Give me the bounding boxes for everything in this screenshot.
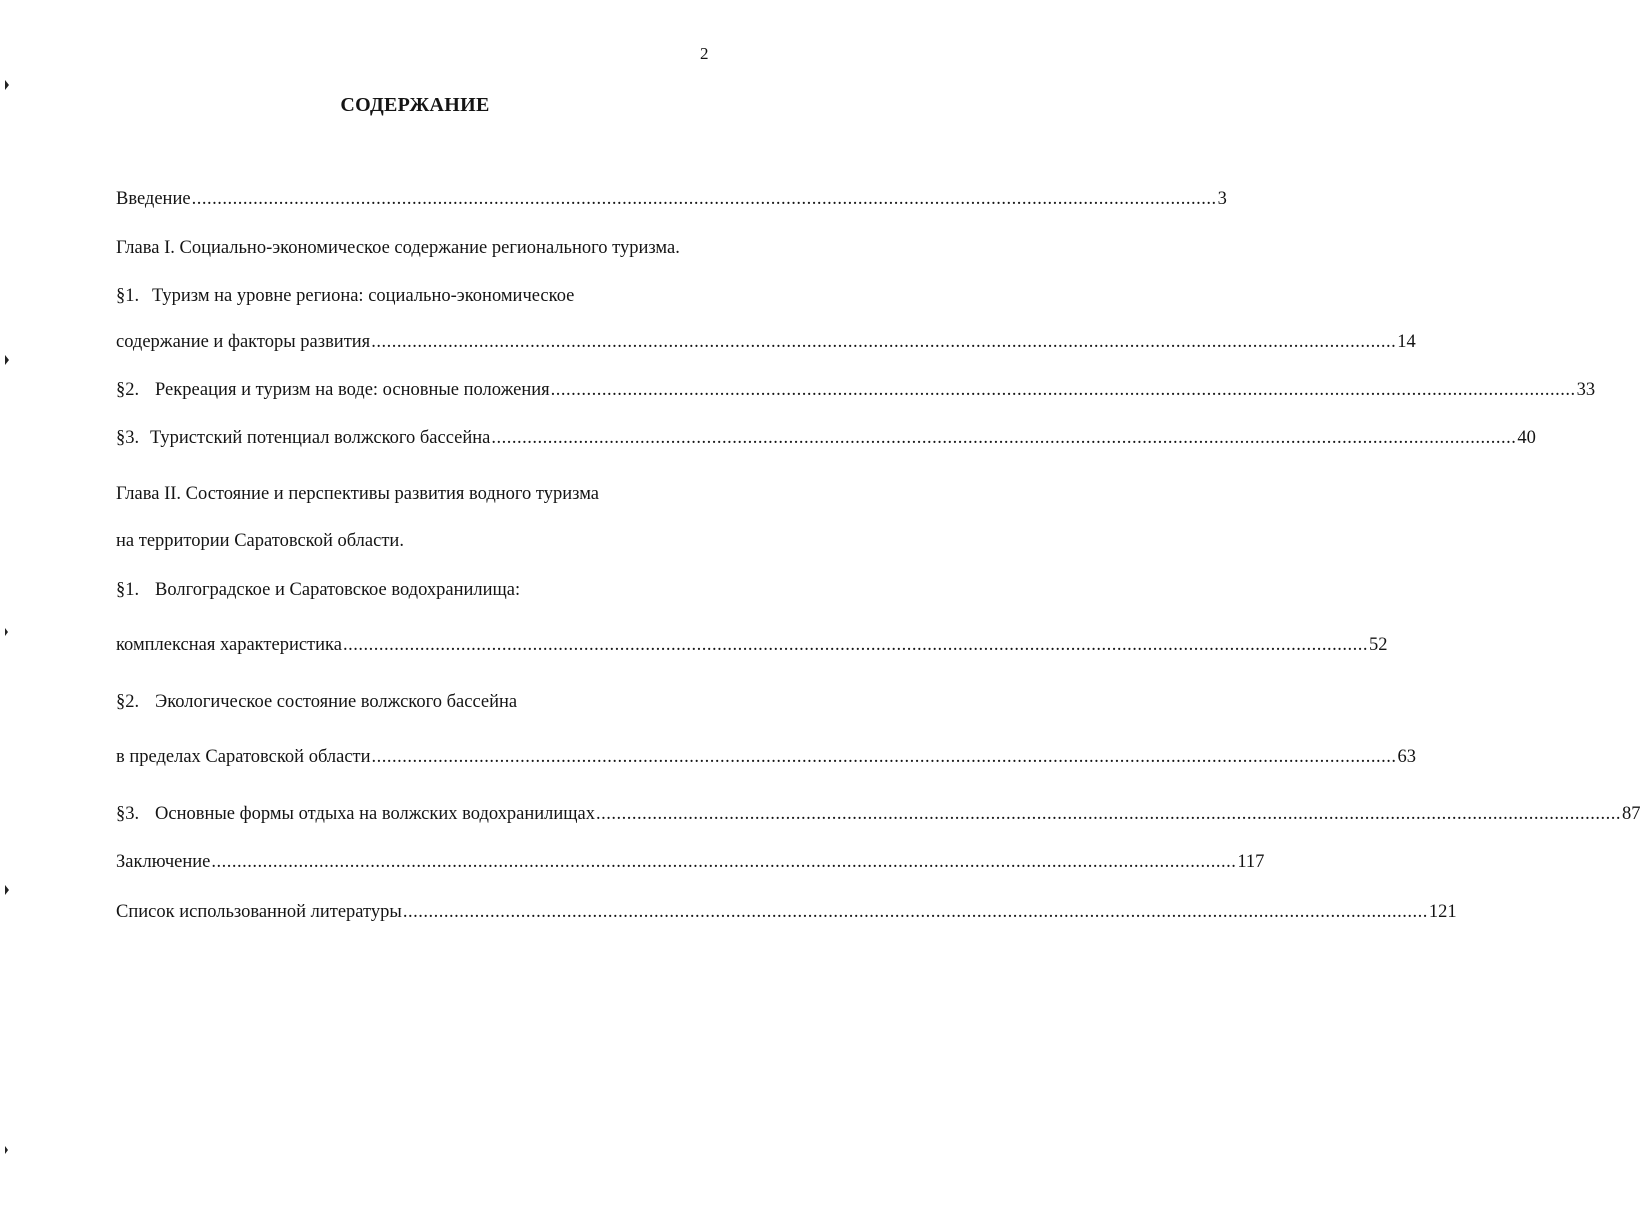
toc-entry-ch2-s2-line1[interactable] [116,690,517,714]
toc-page-number: 121 [1428,902,1457,922]
toc-entry-label: в пределах Саратовской области [116,747,371,767]
toc-page-number: 117 [1237,852,1265,872]
binding-mark-icon [5,80,9,90]
dot-leader: ........................................................................................................................................................................................................ [191,189,1217,209]
dot-leader: ........................................................................................................................................................................................................ [371,332,1397,352]
toc-entry-label: Туризм на уровне региона: социально-экономическое [152,286,575,306]
toc-entry-ch1-s1-line1[interactable] [116,284,574,308]
toc-entry-ch1-s3[interactable] [116,426,1536,450]
toc-entry-label [116,802,595,826]
toc-entry-ch2-s1[interactable] [116,633,1388,657]
toc-entry-conclusion[interactable] [116,850,1265,874]
toc-entry-label [116,378,550,402]
section-title: Туристский потенциал волжского бассейна [150,428,491,448]
dot-leader: ........................................................................................................................................................................................................ [491,428,1517,448]
toc-entry-ch2-s2[interactable] [116,745,1417,769]
section-title: Основные формы отдыха на волжских водохранилищах [155,804,596,824]
toc-page-number: 87 [1622,804,1641,824]
toc-entry-ch1-s1[interactable] [116,330,1416,354]
chapter-1-title: Глава I. Социально-экономическое содержание регионального туризма. [116,238,680,258]
toc-entry-label: Список использованной литературы [116,902,402,922]
toc-entry-label: Заключение [116,852,211,872]
toc-page-number: 63 [1397,747,1417,767]
toc-page-number: 33 [1576,380,1596,400]
chapter-2-title-line1: Глава II. Состояние и перспективы развития водного туризма [116,484,600,504]
binding-mark-icon [5,885,9,895]
dot-leader: ........................................................................................................................................................................................................ [211,852,1237,872]
toc-entry-ch2-s1-line1[interactable] [116,578,520,602]
binding-mark-icon [5,355,9,365]
chapter-2-title-line2: на территории Саратовской области. [116,531,404,551]
toc-entry-label: Волгоградское и Саратовское водохранилища: [155,580,521,600]
toc-page-number: 52 [1368,635,1388,655]
section-title: Рекреация и туризм на воде: основные положения [155,380,550,400]
dot-leader: ........................................................................................................................................................................................................ [550,380,1576,400]
section-number: §1. [116,286,140,306]
page-title: СОДЕРЖАНИЕ [340,94,490,116]
toc-page-number: 14 [1397,332,1416,352]
toc-entry-label: Введение [116,189,191,209]
toc-page-number: 3 [1217,189,1227,209]
section-number: §2. [116,692,140,712]
toc-entry-label: Экологическое состояние волжского бассейна [155,692,518,712]
toc-entry-intro[interactable] [116,187,1227,211]
toc-entry-ch2-s3[interactable] [116,802,1641,826]
toc-entry-label [116,426,490,450]
toc-entry-ch1-s2[interactable] [116,378,1596,402]
binding-mark-icon [5,1146,8,1154]
dot-leader: ........................................................................................................................................................................................................ [402,902,1428,922]
toc-page-number: 40 [1517,428,1536,448]
section-number: §1. [116,580,140,600]
section-number: §2. [116,380,140,400]
dot-leader: ........................................................................................................................................................................................................ [596,804,1622,824]
section-number: §3. [116,428,140,448]
toc-entry-bibliography[interactable] [116,900,1457,924]
page-number: 2 [700,44,709,63]
binding-mark-icon [5,628,8,636]
toc-entry-label: содержание и факторы развития [116,332,371,352]
dot-leader: ........................................................................................................................................................................................................ [371,747,1397,767]
dot-leader: ........................................................................................................................................................................................................ [342,635,1368,655]
section-number: §3. [116,804,140,824]
toc-entry-label: комплексная характеристика [116,635,342,655]
